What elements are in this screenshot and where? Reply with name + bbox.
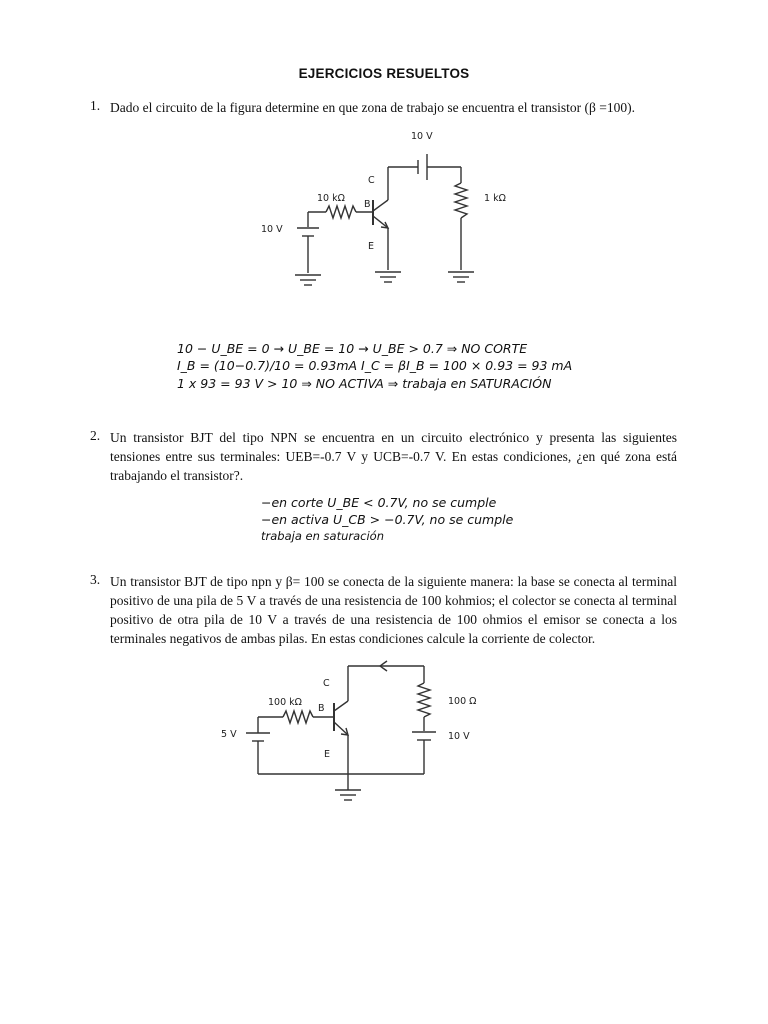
label-supply-left-3: 5 V [221,729,237,740]
label-base: B [364,199,371,210]
label-collector-3: C [323,678,330,689]
solution-2-line-2: −en activa U_CB > −0.7V, no se cumple [261,512,514,527]
label-collector: C [368,175,375,186]
exercise-3-number: 3. [90,572,101,587]
label-supply-left: 10 V [261,224,283,235]
solution-2-line-3: trabaja en saturación [261,529,385,543]
solution-1-line-1: 10 − U_BE = 0 → U_BE = 10 → U_BE > 0.7 ⇒ NO CORTE [177,341,528,356]
solution-1-line-3: 1 x 93 = 93 V > 10 ⇒ NO ACTIVA ⇒ trabaja en SATURACIÓN [177,376,552,391]
label-emitter-3: E [324,749,331,760]
label-emitter: E [368,241,375,252]
exercise-3-text: Un transistor BJT de tipo npn y β= 100 se conecta de la siguiente manera: la base se conecta al terminal positivo de una pila de 5 V a través de una resistencia de 100 kohmios; el colector se conecta al terminal positivo de otra pila de 10 V a través de una resistencia de 100 ohmios el emisor se conecta a los terminales negativos de ambas pilas. En estas condiciones calcule la corriente de colector. [110,574,677,646]
label-base-resistor: 10 kΩ [317,193,345,204]
label-supply-right-3: 10 V [448,731,470,742]
exercise-1-text: Dado el circuito de la figura determine en que zona de trabajo se encuentra el transistor (β =100). [110,100,636,115]
exercise-2-text: Un transistor BJT del tipo NPN se encuentra en un circuito electrónico y presenta las siguientes tensiones entre sus terminales: UEB=-0.7 V y UCB=-0.7 V. En estas condiciones, ¿en qué zona está trabajando el transistor?. [110,430,677,483]
label-base-resistor-3: 100 kΩ [268,697,302,708]
solution-1-line-2: I_B = (10−0.7)/10 = 0.93mA I_C = βI_B = 100 × 0.93 = 93 mA [177,358,573,373]
label-collector-resistor-3: 100 Ω [448,696,477,707]
exercise-1-number: 1. [90,98,101,113]
page-title: EJERCICIOS RESUELTOS [298,66,470,81]
label-supply-top: 10 V [411,131,433,142]
label-collector-resistor: 1 kΩ [484,193,506,204]
solution-2-line-1: −en corte U_BE < 0.7V, no se cumple [261,495,497,510]
exercise-2-number: 2. [90,428,101,443]
label-base-3: B [318,703,325,714]
